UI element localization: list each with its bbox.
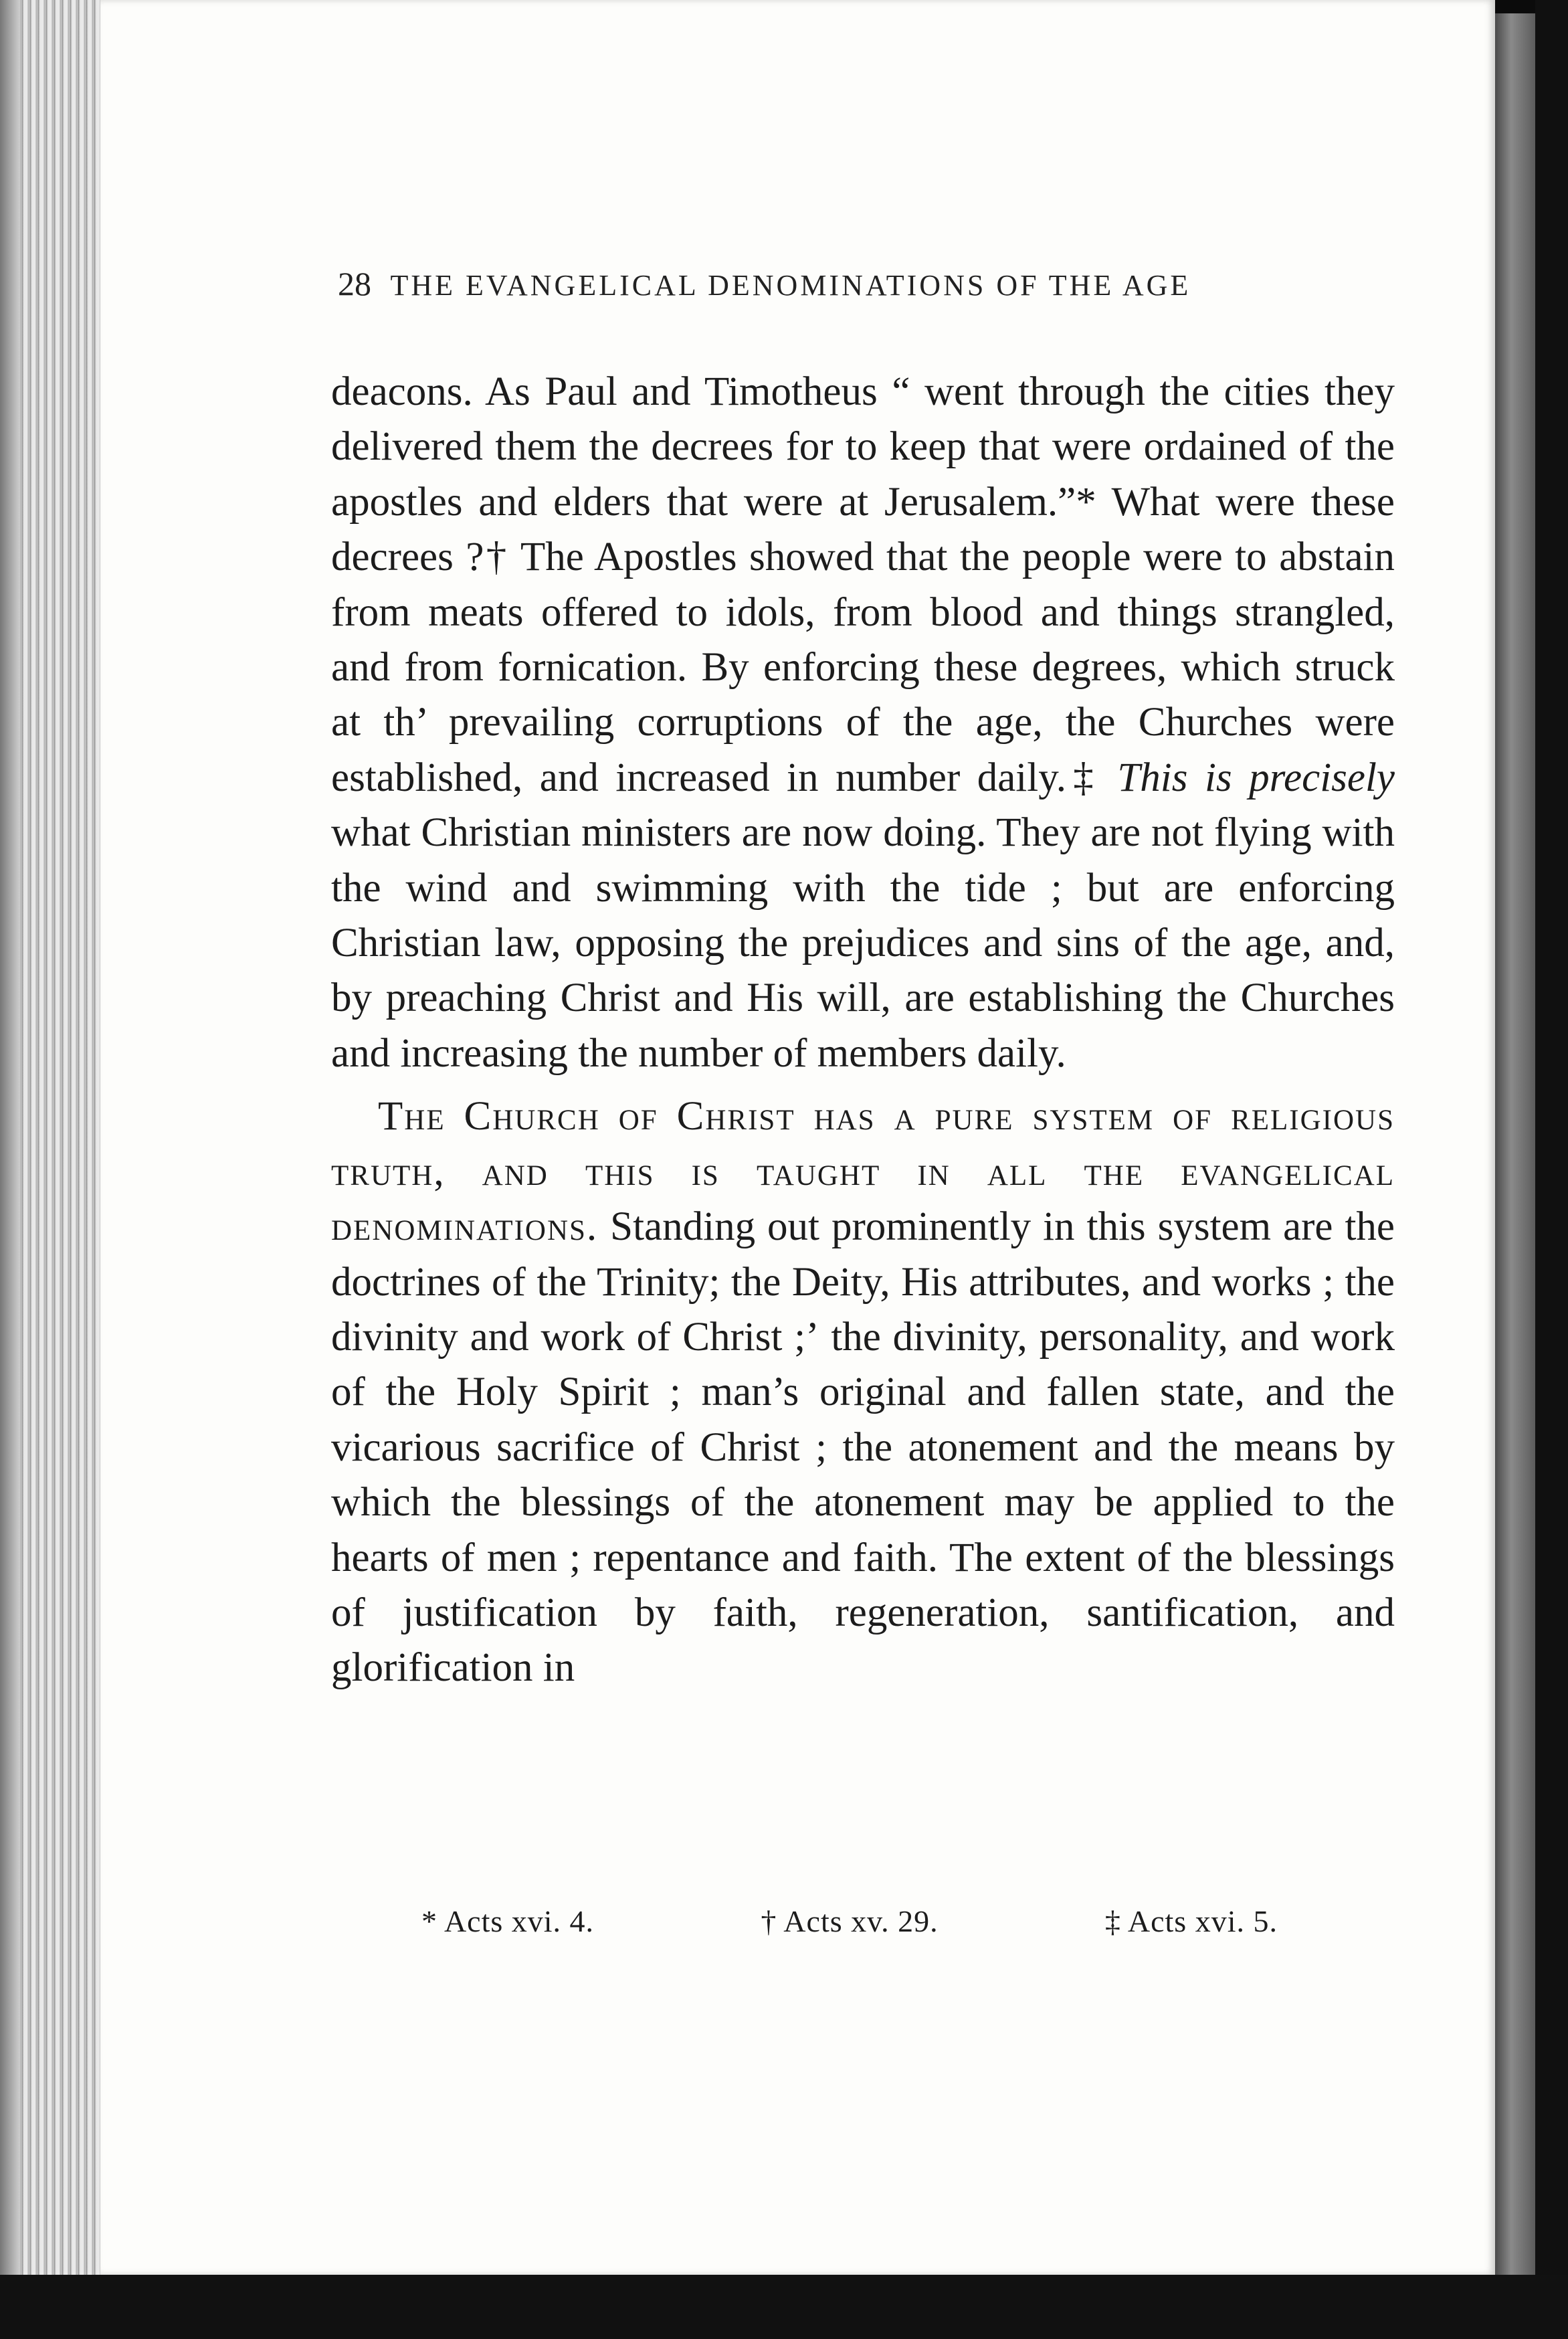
paragraph-2-lead-in: The Church of Christ has a pure system of religious truth, and this is taught in all the evangelical denominations. [331, 1094, 1395, 1250]
paragraph-2-text: Standing out prominently in this system are the doctrines of the Trinity; the Deity, His attributes, and works ; the divinity and work of Christ ;ʼ the divinity, personality, and work of the Holy Spirit ; man’s original and fallen state, and the vicarious sacrifice of Christ ; the atonement and the means by which the blessings of the atonement may be applied to the hearts of men ; repentance and faith. The extent of the blessings of justification by faith, regeneration, santification, and glorification in [331, 1204, 1395, 1691]
book-page-edges [0, 0, 103, 2302]
footnotes [421, 1903, 1278, 1939]
running-title: THE EVANGELICAL DENOMINATIONS OF THE AGE [390, 269, 1191, 302]
scan-bottom-border [0, 2275, 1568, 2339]
paragraph-1 [331, 365, 1395, 1081]
footnote-3: ‡ Acts xvi. 5. [1104, 1904, 1278, 1938]
paragraph-1-text-b: what Christian ministers are now doing. They are not flying with the wind and swimming with the tide ; but are enforcing Christian law, opposing the prejudices and sins of the age, and, by preaching Christ and His will, are establishing the Churches and increasing the number of members daily. [331, 810, 1395, 1076]
paragraph-1-text-a: deacons. As Paul and Timotheus “ went through the cities they delivered them the decrees for to keep that were ordained of the apostles and elders that were at Jerusalem.”* What were these decrees ?† The Apostles showed that the people were to abstain from meats offered to idols, from blood and things strangled, and from fornication. By enforcing these degrees, which struck at th’ prevailing corruptions of the age, the Churches were established, and increased in number daily.‡ [331, 369, 1395, 800]
page-number: 28 [338, 265, 371, 302]
running-header [338, 264, 1314, 303]
scan-border [1535, 0, 1568, 2339]
paragraph-1-italic: This is precisely [1117, 755, 1395, 800]
body-text [331, 365, 1395, 1696]
footnote-1: * Acts xvi. 4. [421, 1904, 595, 1938]
paragraph-2 [331, 1089, 1395, 1695]
book-binding-edge [1495, 13, 1535, 2281]
footnote-2: † Acts xv. 29. [761, 1904, 939, 1938]
